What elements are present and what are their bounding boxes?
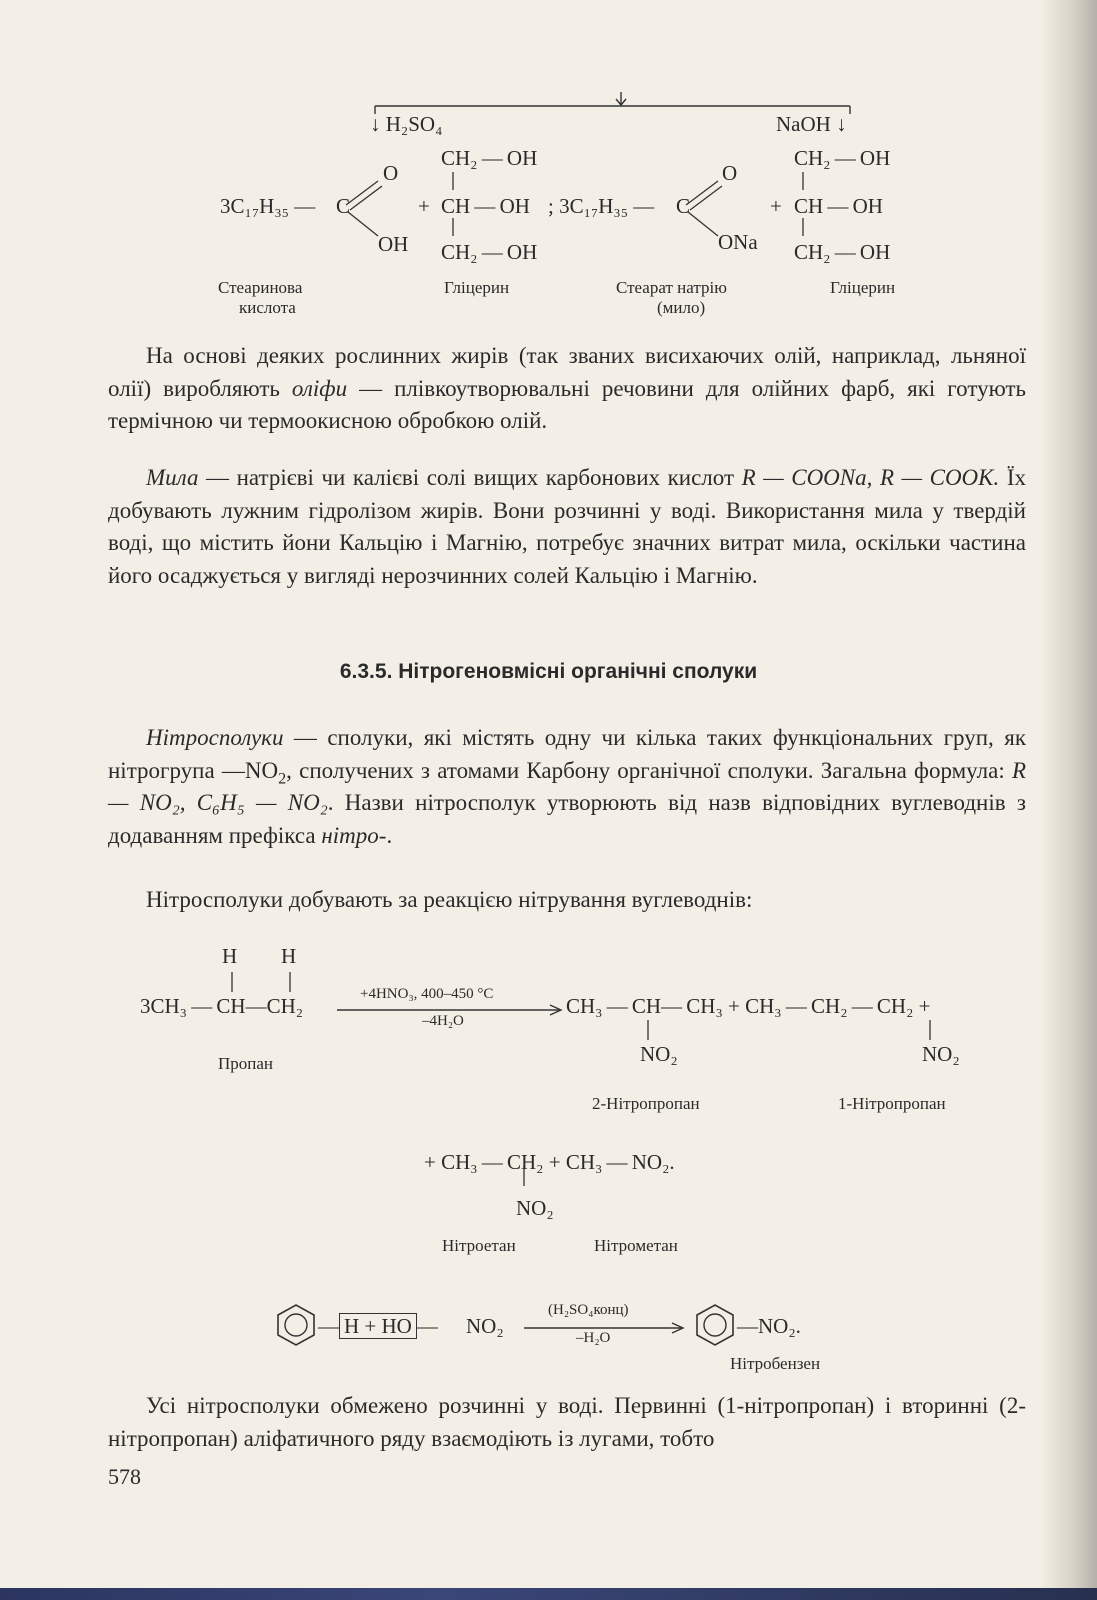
benzene-condition-water: –H₂O [576,1330,611,1346]
naoh-label: NaOH ↓ [776,112,847,136]
stearic-acid-chain: 3C₁₇H₃₅ — [220,194,316,218]
plus-sign-2: + [770,194,782,218]
paragraph-nitration-intro: Нітросполуки добувають за реакцією нітрування вуглеводнів: [146,887,753,912]
hydrogen-2: H [281,944,297,968]
label-glycerin-2: Гліцерин [830,278,896,297]
glycerin2-ch2-bottom: CH₂ — OH [794,240,891,264]
paragraph-solubility: Усі нітросполуки обмежено розчинні у воді. Первинні (1-нітропропан) і вторинні (2-нітропропан) аліфатичного ряду взаємодіють із лугами, тобто [108,1393,1026,1451]
stearate-carbon: C [676,194,691,218]
h2so4-label: ↓ H₂SO₄ [370,112,443,136]
term-soaps: Мила [146,465,199,490]
label-stearic-acid-2: кислота [239,298,296,317]
label-nitroethane: Нітроетан [442,1236,516,1255]
plus-sign-1: + [418,194,430,218]
glycerin2-ch2-top: CH₂ — OH [794,146,891,170]
label-propane: Пропан [218,1054,274,1073]
no2-group-1: NO₂ [640,1042,678,1066]
stearate-chain: ; 3C₁₇H₃₅ — [548,194,655,218]
boxed-leaving-group: — H + HO — [318,1314,438,1338]
label-nitromethane: Нітрометан [594,1236,678,1255]
label-soap: (мило) [657,298,706,317]
paragraph-soaps: Мила — натрієві чи калієві солі вищих карбонових кислот R — COONa, R — COOK. Їх добувають лужним гідролізом жирів. Вони розчинні у воді. Використання мила у твердій воді, що містить йони Кальцію і Магнію, потребує значних витрат мила, оскільки частина його осаджується у вигляді нерозчинних солей Кальцію і Магнію. [108,465,1026,588]
products-line-2: + CH₃ — CH₂ + CH₃ — NO₂. [424,1150,675,1174]
no2-group-3: NO₂ [516,1196,554,1220]
benzene-ring-icon [278,1305,314,1345]
label-glycerin: Гліцерин [444,278,510,297]
paragraph-nitro-definition: Нітросполуки — сполуки, які містять одну чи кілька таких функціональних груп, як нітрогрупа $—NO_2$, сполучених з атомами Карбону органічної сполуки. Загальна формула: R — NO₂, C₆H₅ — NO₂. Назви нітросполук утворюють від назв відповідних вуглеводнів з додаванням префікса нітро-. [108,725,1026,848]
glycerin-ch: CH — OH [441,194,530,218]
hydrogen-1: H [222,944,238,968]
acid-carbon: C [336,194,351,218]
paragraph-olify: На основі деяких рослинних жирів (так званих висихаючих олій, наприклад, льняної олії) виробляють оліфи — плівкоутворювальні речовини для олійних фарб, які готують термічною чи термоокисною обробкою олій. [108,343,1027,433]
benzene-ring-product-icon [697,1305,733,1345]
label-1-nitropropane: 1-Нітропропан [838,1094,946,1113]
glycerin-ch2-bottom: CH₂ — OH [441,240,538,264]
acid-oxygen: O [383,161,399,185]
no2-group-2: NO₂ [922,1042,960,1066]
nitro-reagent: NO₂ [466,1314,504,1338]
label-nitrobenzene: Нітробензен [730,1354,821,1373]
condition-reagent: +4HNO₃, 400–450 °C [360,986,494,1002]
section-heading: 6.3.5. Нітрогеновмісні органічні сполуки [339,660,758,683]
benzene-condition-catalyst: (H₂SO₄конц) [548,1302,629,1318]
propane-formula: 3CH₃ — CH—CH₂ [140,994,304,1018]
label-2-nitropropane: 2-Нітропропан [592,1094,700,1113]
acid-hydroxyl: OH [378,232,409,256]
term-olify: оліфи [291,375,348,401]
term-nitro: Нітросполуки [146,725,284,750]
nitrobenzene-group: —NO₂. [737,1314,801,1338]
condition-water: –4H₂O [422,1013,464,1029]
stearate-oxygen: O [722,161,738,185]
glycerin2-ch: CH — OH [794,194,883,218]
products-line-1: CH₃ — CH— CH₃ + CH₃ — CH₂ — CH₂ + [566,994,931,1018]
label-stearic-acid: Стеаринова [218,278,303,297]
stearate-ona: ONa [718,230,758,254]
page-number: 578 [108,1464,141,1489]
glycerin-ch2-top: CH₂ — OH [441,146,538,170]
label-sodium-stearate: Стеарат натрію [616,278,727,297]
